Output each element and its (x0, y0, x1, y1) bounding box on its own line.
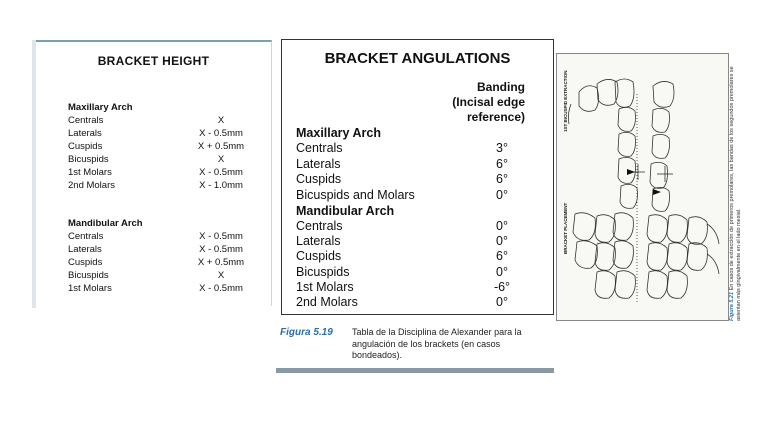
header-line: (Incisal edge (452, 95, 525, 109)
table-row (68, 231, 258, 244)
tooth-value: 0° (496, 264, 508, 279)
bracket-angulations-panel (281, 39, 554, 315)
table-row (296, 295, 546, 311)
tooth-name: Centrals (296, 219, 343, 233)
tooth-name: Bicuspids (68, 270, 109, 281)
maxillary-arch-heading: Maxillary Arch (68, 102, 133, 113)
tooth-name: Bicuspids and Molars (296, 187, 415, 202)
table-row (68, 167, 258, 180)
tooth-name: 2nd Molars (68, 180, 115, 191)
table-row (68, 115, 258, 128)
bracket-height-title: BRACKET HEIGHT (97, 54, 210, 68)
tooth-value: 0° (496, 295, 508, 309)
tooth-value: X (217, 115, 225, 126)
teeth-illustration (557, 54, 729, 321)
header-line: Banding (477, 80, 525, 94)
table-row (296, 219, 546, 235)
tooth-value: 6° (496, 156, 508, 171)
tooth-value: 6° (496, 172, 508, 186)
figure-521-caption (729, 53, 749, 321)
tooth-name: Cuspids (296, 249, 342, 264)
panel-edge-shade (32, 40, 36, 308)
mandibular-arch-heading: Mandibular Arch (296, 204, 395, 218)
table-row (296, 141, 546, 157)
table-row (68, 141, 258, 154)
table-row (296, 234, 546, 250)
table-row (68, 283, 258, 296)
tooth-value: X - 0.5mm (199, 283, 243, 294)
tooth-value: X + 0.5mm (197, 257, 245, 268)
teeth-diagram-panel (556, 53, 729, 321)
table-row (68, 244, 258, 257)
tooth-name: 1st Molars (296, 279, 354, 294)
tooth-name: Cuspids (68, 141, 103, 152)
tooth-value: 0° (496, 187, 508, 202)
table-row (68, 128, 258, 141)
table-row (68, 270, 258, 283)
caption-underline-bar (276, 368, 554, 373)
tooth-value: 0° (496, 234, 508, 249)
tooth-name: Laterals (296, 156, 341, 171)
tooth-value: X (217, 154, 225, 165)
tooth-name: Bicuspids (68, 154, 109, 165)
table-row (296, 188, 546, 204)
tooth-name: Cuspids (68, 257, 103, 268)
tooth-value: -6° (493, 279, 511, 294)
table-row (296, 265, 546, 281)
maxillary-arch-heading: Maxillary Arch (296, 126, 381, 140)
caption-text: Tabla de la Disciplina de Alexander para la angulación de los brackets (en casos bondeados). (352, 327, 522, 360)
tooth-value: X + 0.5mm (197, 141, 245, 152)
tooth-value: X - 0.5mm (199, 128, 243, 139)
extraction-label: 1ST BICUSPID EXTRACTION (563, 70, 568, 132)
tooth-name: Centrals (296, 141, 343, 155)
bracket-height-panel (36, 40, 272, 306)
tooth-value: X - 0.5mm (199, 231, 243, 242)
table-row (68, 257, 258, 270)
figure-number: Figura 5.19 (280, 327, 333, 338)
figure-number: Figura 5.21 (729, 291, 735, 321)
table-row (296, 280, 546, 296)
tooth-name: 1st Molars (68, 167, 112, 178)
tooth-name: Laterals (68, 128, 102, 139)
banding-column-header (415, 80, 525, 125)
tooth-name: Centrals (68, 231, 104, 242)
tooth-name: Bicuspids (296, 264, 350, 279)
tooth-name: 2nd Molars (296, 295, 358, 309)
table-row (68, 154, 258, 167)
tooth-value: X - 0.5mm (199, 167, 243, 178)
tooth-value: X - 0.5mm (199, 244, 243, 255)
placement-label: BRACKET PLACEMENT (563, 202, 568, 254)
tooth-name: Cuspids (296, 172, 342, 186)
table-row (68, 180, 258, 193)
tooth-value: 6° (496, 249, 508, 264)
figure-519-caption (276, 318, 558, 374)
header-line: reference) (466, 110, 525, 124)
table-row (296, 172, 546, 188)
table-row (296, 157, 546, 173)
tooth-value: X (217, 270, 225, 281)
bracket-angulations-title: BRACKET ANGULATIONS (324, 50, 511, 67)
mandibular-arch-heading: Mandibular Arch (68, 218, 143, 229)
tooth-name: Centrals (68, 115, 104, 126)
tooth-name: 1st Molars (68, 283, 112, 294)
tooth-value: 0° (496, 219, 508, 233)
tooth-name: Laterals (296, 234, 341, 249)
tooth-value: 3° (496, 141, 508, 155)
tooth-name: Laterals (68, 244, 102, 255)
table-row (296, 249, 546, 265)
tooth-value: X - 1.0mm (199, 180, 243, 191)
caption-text: En casos de extracción de primeros premolares, las bandas de los segundos premolares se asientan más gingivalmente en el lado mesial. (729, 66, 742, 321)
